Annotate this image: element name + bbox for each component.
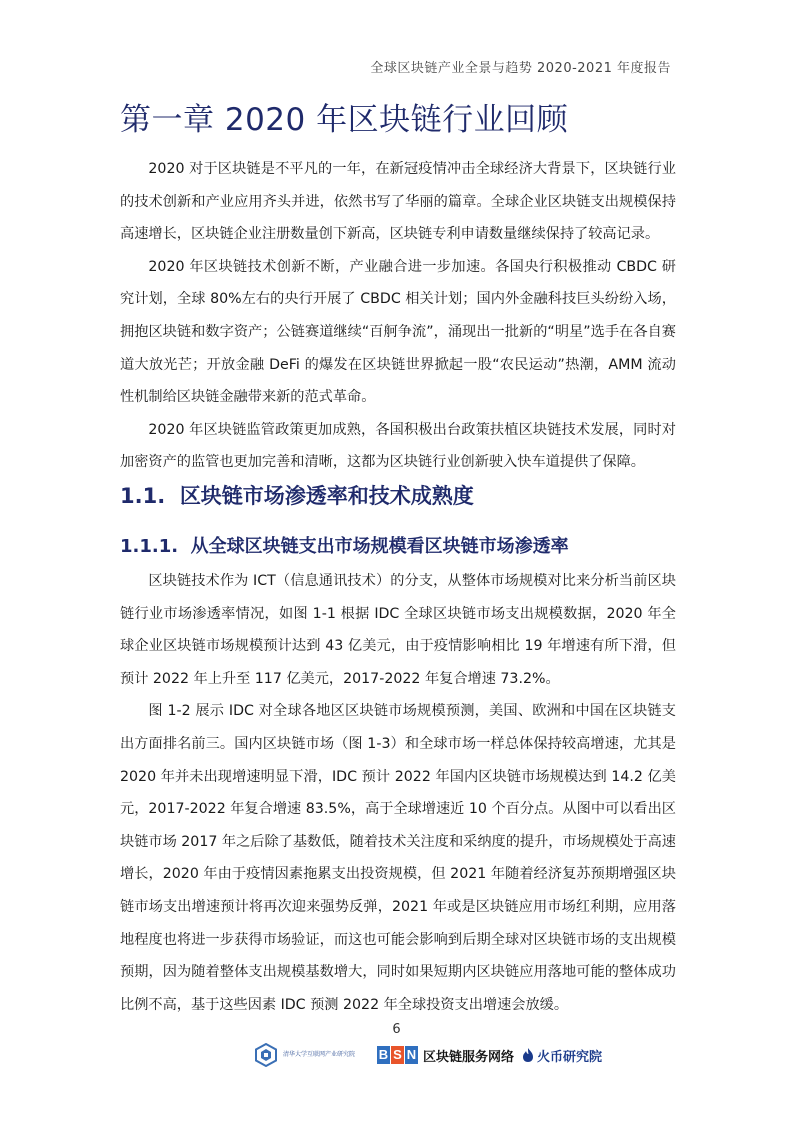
huobi-logo bbox=[522, 1046, 602, 1065]
section-heading bbox=[120, 480, 474, 510]
tsinghua-emblem-icon bbox=[255, 1043, 277, 1067]
chapter-title: 第一章 2020 年区块链行业回顾 bbox=[120, 102, 569, 138]
paragraph: 区块链技术作为 ICT（信息通讯技术）的分支，从整体市场规模对比来分析当前区块链行业市场渗透率情况，如图 1-1 根据 IDC 全球区块链市场支出规模数据，2020 年全球企业区块链市场规模预计达到 43 亿美元，由于疫情影响相比 19 年增速有所下滑，但预计 2022 年上升至 117 亿美元，2017-2022 年复合增速 73.2%。 bbox=[120, 573, 676, 687]
paragraph: 2020 对于区块链是不平凡的一年，在新冠疫情冲击全球经济大背景下，区块链行业的技术创新和产业应用齐头并进，依然书写了华丽的篇章。全球企业区块链支出规模保持高速增长，区块链企业注册数量创下新高，区块链专利申请数量继续保持了较高记录。 bbox=[120, 161, 676, 243]
tsinghua-logo bbox=[255, 1043, 367, 1067]
tsinghua-logo-text: 清华大学互联网产业研究院 bbox=[283, 1051, 356, 1058]
bsn-text: 区块链服务网络 bbox=[423, 1049, 515, 1065]
section-number: 1.1. bbox=[120, 484, 166, 508]
bsn-letter: N bbox=[406, 1047, 417, 1062]
subsection-number: 1.1.1. bbox=[120, 536, 179, 557]
page-number: 6 bbox=[392, 1022, 401, 1037]
paragraph: 2020 年区块链监管政策更加成熟，各国积极出台政策扶植区块链技术发展，同时对加密资产的监管也更加完善和清晰，这都为区块链行业创新驶入快车道提供了保障。 bbox=[120, 421, 676, 471]
subsection-heading bbox=[120, 532, 569, 558]
bsn-logo bbox=[377, 1046, 514, 1065]
bsn-letter: B bbox=[378, 1047, 389, 1062]
flame-icon bbox=[522, 1047, 534, 1063]
paragraph: 2020 年区块链技术创新不断，产业融合进一步加速。各国央行积极推动 CBDC 研究计划，全球 80%左右的央行开展了 CBDC 相关计划；国内外金融科技巨头纷纷入场，拥抱区块链和数字资产；公链赛道继续“百舸争流”，涌现出一批新的“明星”选手在各自赛道大放光芒；开放金融 DeFi 的爆发在区块链世界掀起一股“农民运动”热潮，AMM 流动性机制给区块链金融带来新的范式革命。 bbox=[120, 258, 676, 406]
section-text bbox=[120, 565, 676, 1021]
footer-logos bbox=[255, 1040, 602, 1070]
section-title: 区块链市场渗透率和技术成熟度 bbox=[179, 484, 474, 508]
intro-text bbox=[120, 153, 676, 479]
huobi-text: 火币研究院 bbox=[537, 1049, 603, 1065]
bsn-letter: S bbox=[391, 1046, 404, 1064]
paragraph: 图 1-2 展示 IDC 对全球各地区区块链市场规模预测，美国、欧洲和中国在区块链支出方面排名前三。国内区块链市场（图 1-3）和全球市场一样总体保持较高增速，尤其是 2020 年并未出现增速明显下滑，IDC 预计 2022 年国内区块链市场规模达到 14.2 亿美元，2017-2022 年复合增速 83.5%，高于全球增速近 10 个百分点。从图中可以看出区块链市场 2017 年之后除了基数低，随着技术关注度和采纳度的提升，市场规模处于高速增长，2020 年由于疫情因素拖累支出投资规模，但 2021 年随着经济复苏预期增强区块链市场支出增速预计将再次迎来强势反弹，2021 年或是区块链应用市场红利期，应用落地程度也将进一步获得市场验证，而这也可能会影响到后期全球对区块链市场的支出规模预期，因为随着整体支出规模基数增大，同时如果短期内区块链应用落地可能的整体成功比例不高，基于这些因素 IDC 预测 2022 年全球投资支出增速会放缓。 bbox=[120, 703, 676, 1013]
page-header: 全球区块链产业全景与趋势 2020-2021 年度报告 bbox=[370, 61, 671, 76]
subsection-title: 从全球区块链支出市场规模看区块链市场渗透率 bbox=[190, 536, 569, 557]
